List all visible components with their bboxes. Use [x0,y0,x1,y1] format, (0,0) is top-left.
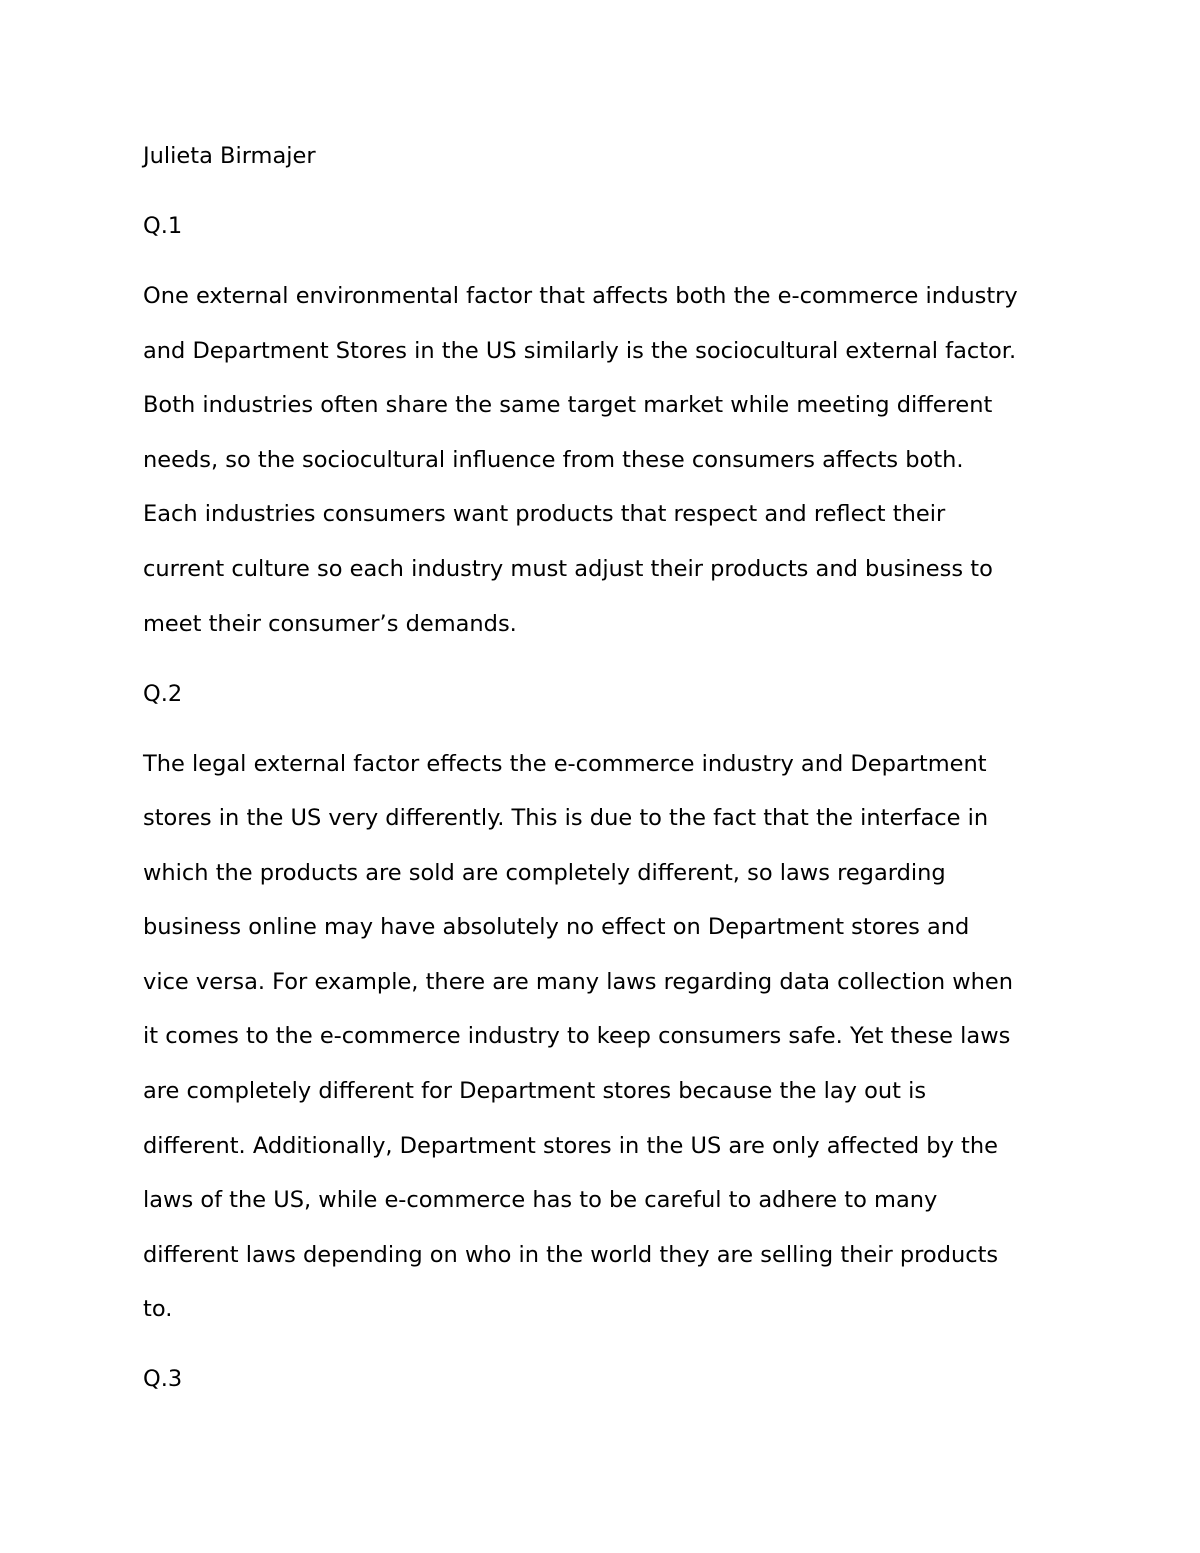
question-label-3: Q.3 [143,1366,183,1393]
paragraph-line: and Department Stores in the US similarly is the sociocultural external factor. [143,337,1017,364]
paragraph-line: needs, so the sociocultural influence from these consumers affects both. [143,446,964,473]
paragraph-line: current culture so each industry must adjust their products and business to [143,555,993,582]
paragraph-line: vice versa. For example, there are many laws regarding data collection when [143,968,1014,995]
answer-paragraph-2 [143,737,1083,1338]
paragraph-line: different laws depending on who in the world they are selling their products [143,1241,999,1268]
paragraph-line: laws of the US, while e-commerce has to be careful to adhere to many [143,1187,938,1214]
author-name: Julieta Birmajer [143,143,316,169]
paragraph-line: it comes to the e-commerce industry to keep consumers safe. Yet these laws [143,1023,1011,1050]
paragraph-line: meet their consumer’s demands. [143,610,517,637]
paragraph-line: to. [143,1296,173,1323]
question-label-2: Q.2 [143,680,183,707]
paragraph-line: Both industries often share the same target market while meeting different [143,392,993,419]
document-body [143,129,1083,1407]
paragraph-line: business online may have absolutely no effect on Department stores and [143,914,970,941]
answer-paragraph-1 [143,269,1083,651]
paragraph-line: which the products are sold are completely different, so laws regarding [143,859,946,886]
paragraph-line: The legal external factor effects the e-commerce industry and Department [143,750,987,777]
paragraph-line: are completely different for Department stores because the lay out is [143,1078,927,1105]
paragraph-line: different. Additionally, Department stores in the US are only affected by the [143,1132,998,1159]
question-label-1: Q.1 [143,212,183,239]
paragraph-line: Each industries consumers want products that respect and reflect their [143,501,946,528]
paragraph-line: One external environmental factor that affects both the e-commerce industry [143,282,1018,309]
paragraph-line: stores in the US very differently. This is due to the fact that the interface in [143,805,989,832]
